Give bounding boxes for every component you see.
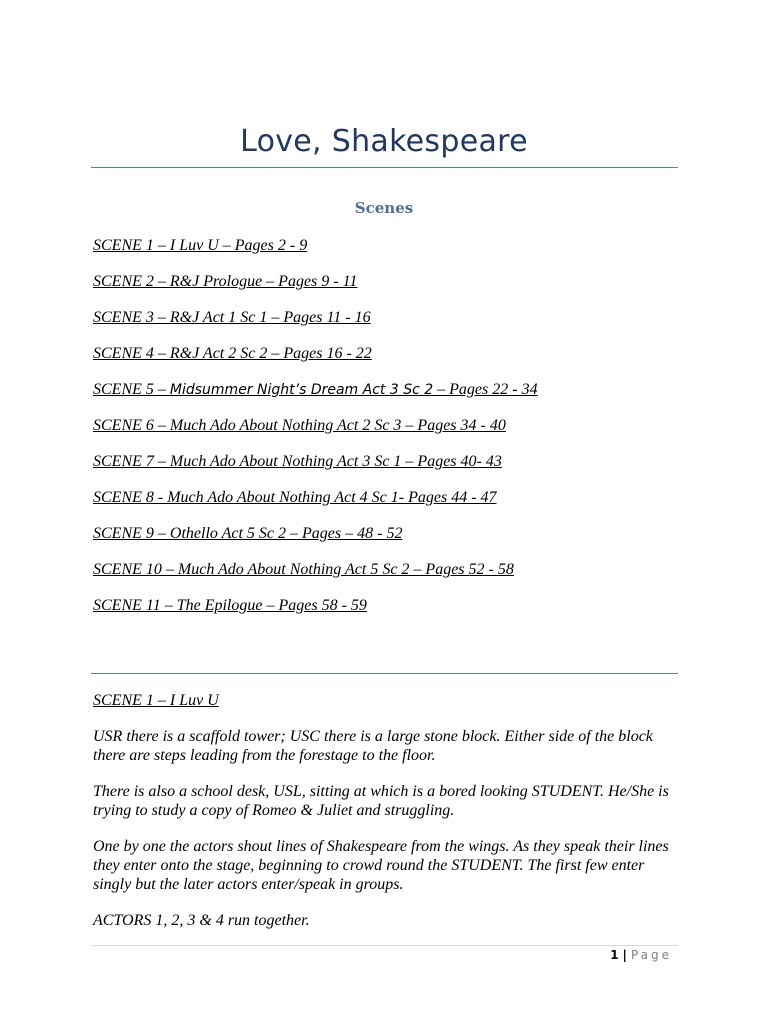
toc-link-scene-8[interactable]: SCENE 8 - Much Ado About Nothing Act 4 Sc 1- Pages 44 - 47 xyxy=(93,489,497,506)
toc-item xyxy=(93,596,538,632)
toc-item xyxy=(93,524,538,560)
toc-link-scene-10[interactable]: SCENE 10 – Much Ado About Nothing Act 5 Sc 2 – Pages 52 - 58 xyxy=(93,561,514,578)
footer-separator: | xyxy=(622,948,627,962)
page-number: 1 xyxy=(610,948,619,962)
toc-item xyxy=(93,380,538,416)
page-word: Page xyxy=(630,948,672,962)
toc-link-scene-5-suffix: – Pages 22 - 34 xyxy=(433,381,538,398)
toc-item xyxy=(93,416,538,452)
stage-direction-paragraph: ACTORS 1, 2, 3 & 4 run together. xyxy=(93,912,310,929)
toc-item xyxy=(93,272,538,308)
scene-body xyxy=(93,691,673,947)
table-of-contents xyxy=(93,236,538,632)
stage-direction-paragraph: USR there is a scaffold tower; USC there is a large stone block. Either side of the block there are steps leading from the forestage to the floor. xyxy=(93,728,653,764)
toc-item xyxy=(93,560,538,596)
toc-item xyxy=(93,344,538,380)
toc-item xyxy=(93,308,538,344)
toc-link-scene-1[interactable]: SCENE 1 – I Luv U – Pages 2 - 9 xyxy=(93,237,308,254)
toc-item xyxy=(93,452,538,488)
section-divider xyxy=(91,673,678,674)
toc-link-scene-5-prefix: SCENE 5 – xyxy=(93,381,170,398)
toc-link-scene-3[interactable]: SCENE 3 – R&J Act 1 Sc 1 – Pages 11 - 16 xyxy=(93,309,371,326)
toc-link-scene-7[interactable]: SCENE 7 – Much Ado About Nothing Act 3 Sc 1 – Pages 40- 43 xyxy=(93,453,502,470)
toc-link-scene-5[interactable] xyxy=(93,381,538,398)
page-title: Love, Shakespeare xyxy=(240,124,528,159)
stage-direction-paragraph: There is also a school desk, USL, sitting at which is a bored looking STUDENT. He/She is trying to study a copy of Romeo & Juliet and struggling. xyxy=(93,783,669,819)
toc-heading: Scenes xyxy=(354,199,414,217)
toc-link-scene-4[interactable]: SCENE 4 – R&J Act 2 Sc 2 – Pages 16 - 22 xyxy=(93,345,372,362)
page-footer xyxy=(610,948,672,962)
toc-link-scene-9[interactable]: SCENE 9 – Othello Act 5 Sc 2 – Pages – 48 - 52 xyxy=(93,525,403,542)
title-divider xyxy=(91,167,678,168)
toc-item xyxy=(93,488,538,524)
toc-link-scene-2[interactable]: SCENE 2 – R&J Prologue – Pages 9 - 11 xyxy=(93,273,358,290)
footer-divider xyxy=(91,945,678,946)
stage-direction-paragraph: One by one the actors shout lines of Shakespeare from the wings. As they speak their lines they enter onto the stage, beginning to crowd round the STUDENT. The first few enter singly but the later actors enter/speak in groups. xyxy=(93,838,669,893)
toc-link-scene-11[interactable]: SCENE 11 – The Epilogue – Pages 58 - 59 xyxy=(93,597,367,614)
toc-link-scene-6[interactable]: SCENE 6 – Much Ado About Nothing Act 2 Sc 3 – Pages 34 - 40 xyxy=(93,417,506,434)
scene-heading: SCENE 1 – I Luv U xyxy=(93,692,219,709)
toc-item xyxy=(93,236,538,272)
toc-link-scene-5-play: Midsummer Night’s Dream Act 3 Sc 2 xyxy=(169,382,434,398)
